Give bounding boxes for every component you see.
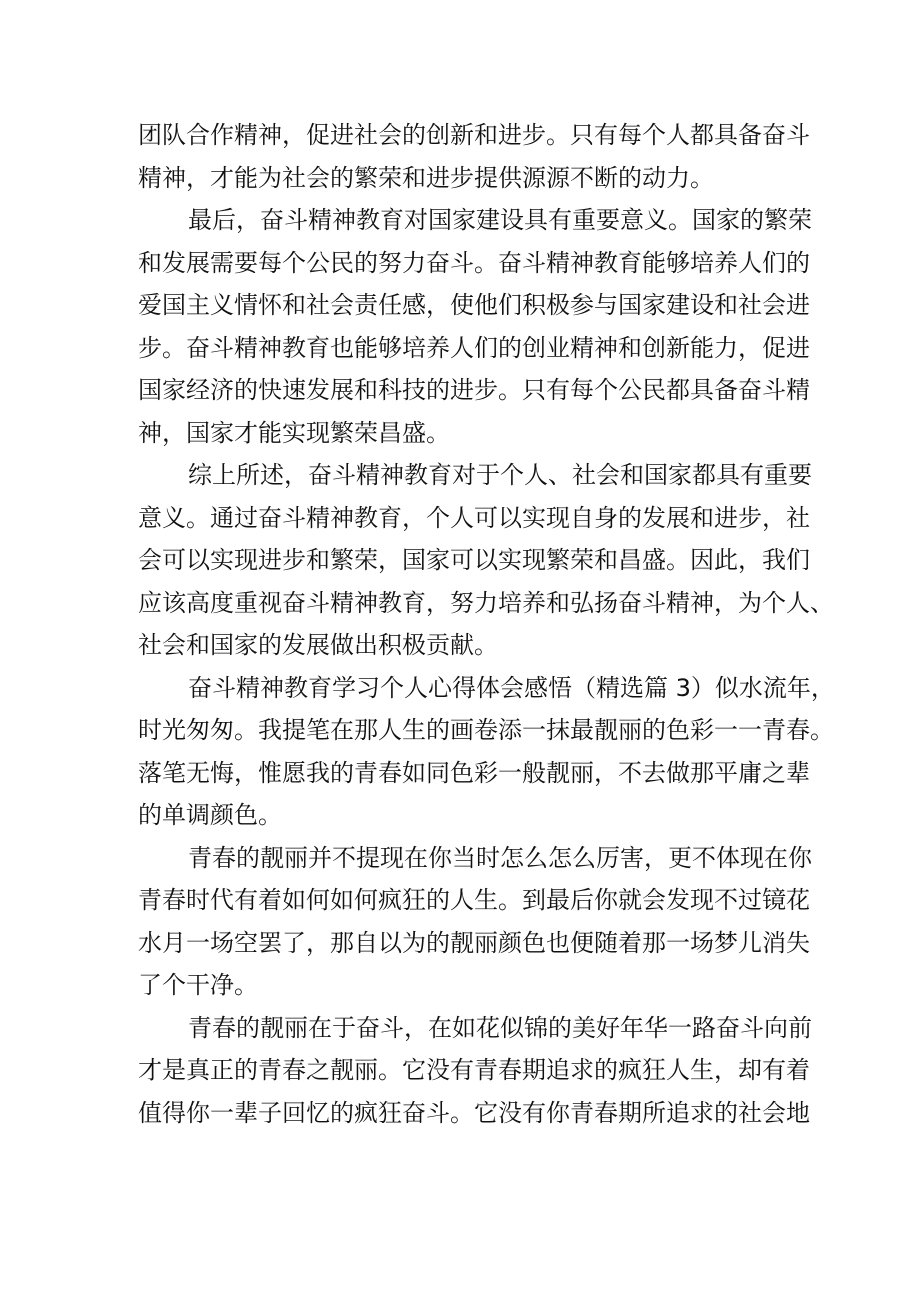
text-line: 社会和国家的发展做出积极贡献。 xyxy=(138,631,498,659)
text-line: 精神，才能为社会的繁荣和进步提供源源不断的动力。 xyxy=(138,163,714,192)
text-line: 值得你一辈子回忆的疯狂奋斗。它没有你青春期所追求的社会地 xyxy=(138,1098,810,1127)
text-line: 会可以实现进步和繁荣，国家可以实现繁荣和昌盛。因此，我们 xyxy=(138,546,810,574)
text-line: 落笔无悔，惟愿我的青春如同色彩一般靓丽，不去做那平庸之辈 xyxy=(138,758,810,787)
document-body xyxy=(138,114,835,1134)
text-line: 意义。通过奋斗精神教育，个人可以实现自身的发展和进步，社 xyxy=(138,503,810,532)
text-line: 青春的靓丽在于奋斗，在如花似锦的美好年华一路奋斗向前 xyxy=(188,1013,812,1042)
text-line: 应该高度重视奋斗精神教育，努力培养和弘扬奋斗精神，为个人、 xyxy=(138,588,834,617)
text-line: 综上所述，奋斗精神教育对于个人、社会和国家都具有重要 xyxy=(188,461,812,489)
text-line: 的单调颜色。 xyxy=(138,801,282,829)
text-line: 青春的靓丽并不提现在你当时怎么怎么厉害，更不体现在你 xyxy=(188,843,812,872)
text-line: 才是真正的青春之靓丽。它没有青春期追求的疯狂人生，却有着 xyxy=(138,1056,810,1084)
text-line: 神，国家才能实现繁荣昌盛。 xyxy=(138,418,450,447)
text-line: 奋斗精神教育学习个人心得体会感悟（精选篇 3）似水流年， xyxy=(188,673,835,702)
text-line: 和发展需要每个公民的努力奋斗。奋斗精神教育能够培养人们的 xyxy=(138,248,810,277)
text-line: 团队合作精神，促进社会的创新和进步。只有每个人都具备奋斗 xyxy=(138,121,810,149)
text-line: 了个干净。 xyxy=(138,971,258,999)
text-line: 爱国主义情怀和社会责任感，使他们积极参与国家建设和社会进 xyxy=(138,291,810,319)
text-line: 国家经济的快速发展和科技的进步。只有每个公民都具备奋斗精 xyxy=(138,376,810,404)
text-line: 时光匆匆。我提笔在那人生的画卷添一抹最靓丽的色彩一一青春。 xyxy=(138,716,834,744)
text-line: 青春时代有着如何如何疯狂的人生。到最后你就会发现不过镜花 xyxy=(138,886,810,914)
text-line: 最后，奋斗精神教育对国家建设具有重要意义。国家的繁荣 xyxy=(188,206,812,234)
text-line: 水月一场空罢了，那自以为的靓丽颜色也便随着那一场梦儿消失 xyxy=(138,928,810,957)
text-line: 步。奋斗精神教育也能够培养人们的创业精神和创新能力，促进 xyxy=(138,333,810,362)
